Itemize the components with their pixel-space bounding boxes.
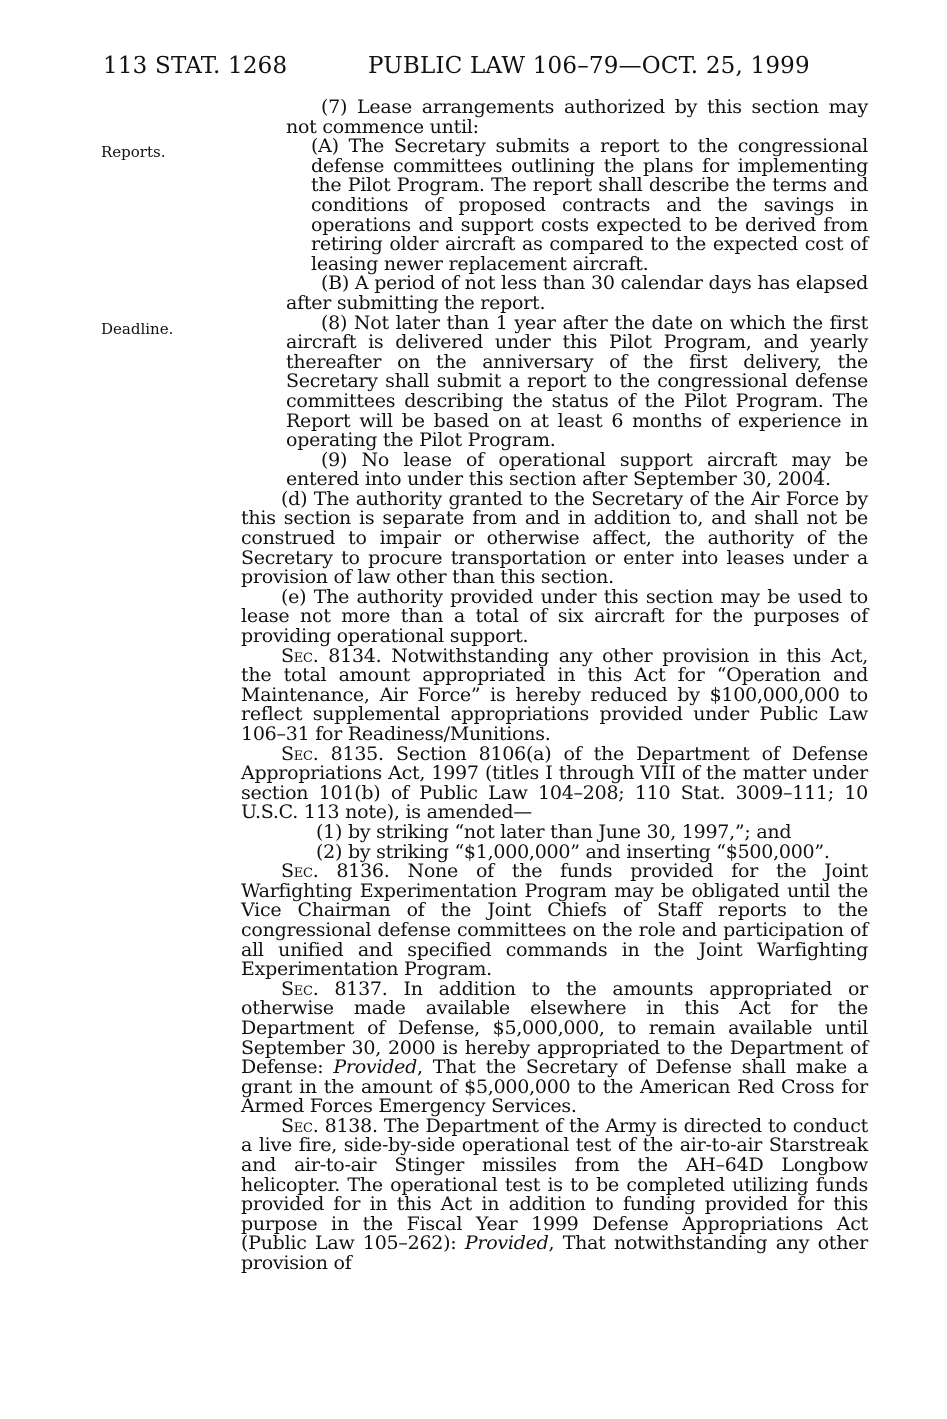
section-8138-text-b: , That notwithstanding any other provision of [241, 1232, 869, 1275]
body-text [241, 98, 868, 1274]
section-8134-text: Notwithstanding any other provision in this Act, the total amount appropriated in this Act for “Operation and Maintenance, Air Force” is hereby reduced by $100,000,000 to reflect supplemental appropriations provided under Public Law 106–31 for Readiness/Munitions. [241, 644, 868, 745]
section-8138-label: Sec. 8138. [281, 1114, 378, 1137]
section-8137-provided: Provided [333, 1056, 418, 1079]
section-8136-text: None of the funds provided for the Joint Warfighting Experimentation Program may be obligated until the Vice Chairman of the Joint Chiefs of Staff reports to the congressional defense committees on the role and participation of all unified and specified commands in the Joint Warfighting Experimentation Program. [241, 860, 868, 981]
public-law-title: PUBLIC LAW 106–79—OCT. 25, 1999 [368, 53, 810, 79]
section-8138-text-a: The Department of the Army is directed to conduct a live fire, side-by-side operational test of the air-to-air Starstreak and air-to-air Stinger missiles from the AH–64D Longbow helicopter. The operational test is to be completed utilizing funds provided for in this Act in addition to funding provided for this purpose in the Fiscal Year 1999 Defense Appropriations Act (Public Law 105–262): [241, 1114, 868, 1255]
margin-note-reports: Reports. [101, 143, 166, 161]
section-8137-text-a: In addition to the amounts appropriated or otherwise made available elsewhere in this Act for the Department of Defense, $5,000,000, to remain available until September 30, 2000 is hereby appropriated to the Department of Defense: [241, 977, 868, 1079]
paragraph-7-b: (B) A period of not less than 30 calendar days has elapsed after submitting the report. [286, 272, 868, 314]
section-8135-item-2: (2) by striking “$1,000,000” and inserting “$500,000”. [316, 840, 830, 863]
paragraph-9: (9) No lease of operational support aircraft may be entered into under this section after September 30, 2004. [286, 448, 868, 491]
margin-note-deadline: Deadline. [101, 320, 174, 338]
section-8137-label: Sec. 8137. [281, 977, 388, 1000]
section-8138 [241, 1114, 869, 1275]
section-8136-label: Sec. 8136. [281, 860, 390, 883]
section-8134 [241, 644, 868, 745]
section-8136 [241, 862, 868, 980]
section-8134-label: Sec. 8134. [281, 644, 382, 667]
statute-citation: 113 STAT. 1268 [103, 53, 288, 79]
section-8137-text-b: , That the Secretary of Defense shall make a grant in the amount of $5,000,000 to the American Red Cross for Armed Forces Emergency Services. [241, 1056, 868, 1118]
paragraph-7-a: (A) The Secretary submits a report to the congressional defense committees outlining the plans for implementing the Pilot Program. The report shall describe the terms and conditions of proposed contracts and the savings in operations and support costs expected to be derived from retiring older aircraft as compared to the expected cost of leasing newer replacement aircraft. [311, 135, 868, 275]
paragraph-e: (e) The authority provided under this section may be used to lease not more than a total of six aircraft for the purposes of providing operational support. [241, 585, 868, 648]
section-8135-item-1: (1) by striking “not later than June 30, 1997,”; and [316, 820, 792, 843]
section-8135-label: Sec. 8135. [281, 742, 384, 765]
section-8135 [241, 742, 868, 824]
section-8135-text: Section 8106(a) of the Department of Defense Appropriations Act, 1997 (titles I through VIII of the matter under section 101(b) of Public Law 104–208; 110 Stat. 3009–111; 10 U.S.C. 113 note), is amended— [241, 742, 868, 824]
section-8138-provided: Provided [464, 1232, 549, 1255]
section-8137 [241, 977, 868, 1118]
paragraph-7: (7) Lease arrangements authorized by this section may not commence until: [286, 96, 868, 138]
paragraph-8: (8) Not later than 1 year after the date on which the first aircraft is delivered under this Pilot Program, and yearly thereafter on the anniversary of the first delivery, the Secretary shall submit a report to the congressional defense committees describing the status of the Pilot Program. The Report will be based on at least 6 months of experience in operating the Pilot Program. [286, 311, 868, 452]
paragraph-d: (d) The authority granted to the Secretary of the Air Force by this section is separate from and in addition to, and shall not be construed to impair or otherwise affect, the authority of the Secretary to procure transportation or enter into leases under a provision of law other than this section. [241, 487, 868, 589]
running-header [103, 52, 887, 82]
